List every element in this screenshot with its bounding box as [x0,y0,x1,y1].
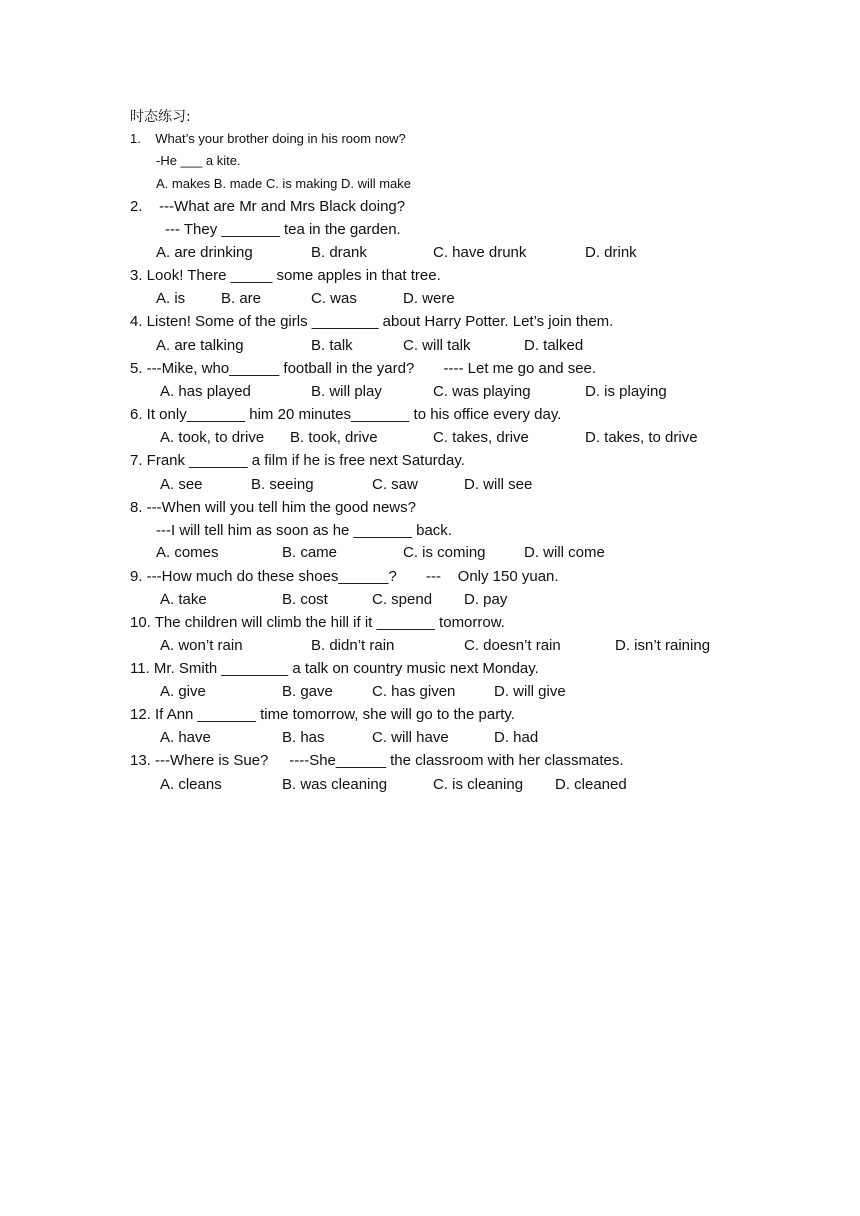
question-3-option-c: C. was [311,290,357,307]
question-2-option-a: A. are drinking [156,244,253,261]
question-1-options: A. makes B. made C. is making D. will make [156,176,412,191]
question-8-text: 8. ---When will you tell him the good news? [130,499,416,516]
question-3-option-d: D. were [403,290,455,307]
question-13-option-c: C. is cleaning [433,776,524,793]
question-11-text: 11. Mr. Smith ________ a talk on country music next Monday. [130,660,539,677]
question-2-text: 2. ---What are Mr and Mrs Black doing? [130,198,406,215]
question-8-option-a: A. comes [156,544,219,561]
question-9-option-a: A. take [160,591,207,608]
question-4-option-c: C. will talk [403,337,471,354]
question-3-option-b: B. are [221,290,262,307]
question-9-option-c: C. spend [372,591,433,608]
question-8-option-b: B. came [282,544,338,561]
question-5-option-b: B. will play [311,383,382,400]
question-13-text: 13. ---Where is Sue? ----She______ the classroom with her classmates. [130,752,624,769]
question-4-text: 4. Listen! Some of the girls ________ about Harry Potter. Let’s join them. [130,313,614,330]
question-12-option-b: B. has [282,729,325,746]
question-7-option-b: B. seeing [251,476,314,493]
question-12-option-a: A. have [160,729,211,746]
question-5-text: 5. ---Mike, who______ football in the yard? ---- Let me go and see. [130,360,597,377]
question-6-option-a: A. took, to drive [160,429,265,446]
question-7-option-c: C. saw [372,476,418,493]
question-10-option-c: C. doesn’t rain [464,637,561,654]
question-10-option-b: B. didn’t rain [311,637,395,654]
question-13-option-b: B. was cleaning [282,776,388,793]
question-1-text: 1. What’s your brother doing in his room now? [130,131,406,146]
question-11-option-b: B. gave [282,683,333,700]
question-1-answer-line: -He ___ a kite. [156,153,241,168]
worksheet-title: 时态练习: [130,109,191,125]
question-5-option-c: C. was playing [433,383,531,400]
question-2-option-c: C. have drunk [433,244,527,261]
question-7-option-d: D. will see [464,476,533,493]
question-8-answer-line: ---I will tell him as soon as he _______ back. [156,522,452,539]
question-6-option-d: D. takes, to drive [585,429,698,446]
question-10-option-d: D. isn’t raining [615,637,711,654]
question-3-option-a: A. is [156,290,186,307]
question-13-option-a: A. cleans [160,776,222,793]
question-13-option-d: D. cleaned [555,776,627,793]
question-12-option-c: C. will have [372,729,449,746]
question-11-option-d: D. will give [494,683,566,700]
question-4-option-d: D. talked [524,337,584,354]
question-8-option-c: C. is coming [403,544,486,561]
question-7-option-a: A. see [160,476,203,493]
question-11-option-a: A. give [160,683,206,700]
question-5-option-d: D. is playing [585,383,667,400]
question-8-option-d: D. will come [524,544,605,561]
question-3-text: 3. Look! There _____ some apples in that tree. [130,267,441,284]
question-2-answer-line: --- They _______ tea in the garden. [165,221,401,238]
question-10-option-a: A. won’t rain [160,637,243,654]
question-9-option-d: D. pay [464,591,508,608]
question-2-option-b: B. drank [311,244,367,261]
question-6-option-c: C. takes, drive [433,429,529,446]
question-5-option-a: A. has played [160,383,251,400]
question-11-option-c: C. has given [372,683,456,700]
question-4-option-b: B. talk [311,337,353,354]
question-9-option-b: B. cost [282,591,328,608]
question-6-option-b: B. took, drive [290,429,378,446]
question-7-text: 7. Frank _______ a film if he is free next Saturday. [130,452,465,469]
question-2-option-d: D. drink [585,244,637,261]
question-9-text: 9. ---How much do these shoes______? --- Only 150 yuan. [130,568,559,585]
question-6-text: 6. It only_______ him 20 minutes_______ to his office every day. [130,406,562,423]
question-10-text: 10. The children will climb the hill if it _______ tomorrow. [130,614,505,631]
question-12-option-d: D. had [494,729,539,746]
question-12-text: 12. If Ann _______ time tomorrow, she will go to the party. [130,706,515,723]
question-4-option-a: A. are talking [156,337,244,354]
